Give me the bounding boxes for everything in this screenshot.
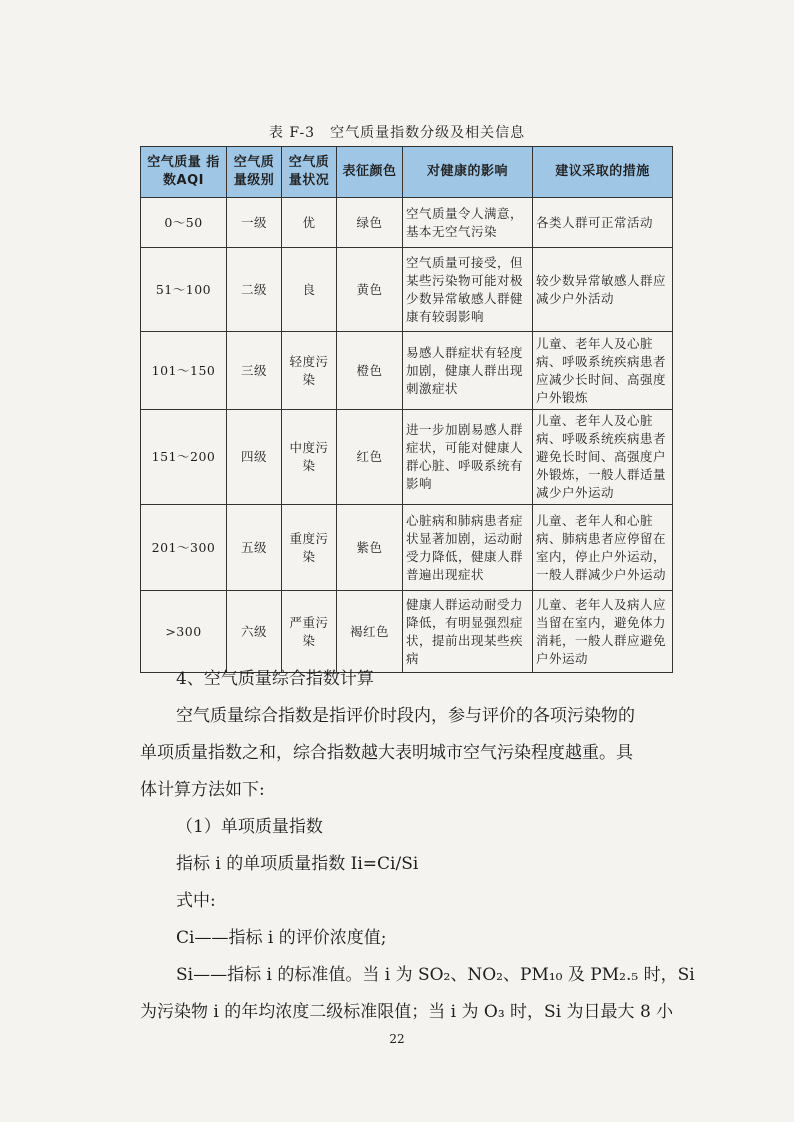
cell-health: 进一步加剧易感人群症状，可能对健康人群心脏、呼吸系统有影响 [403, 410, 533, 505]
cell-advice: 儿童、老年人及病人应当留在室内，避免体力消耗，一般人群应避免户外运动 [533, 591, 673, 673]
header-level: 空气质量级别 [227, 147, 282, 198]
paragraph-line: 体计算方法如下: [140, 780, 265, 800]
cell-level: 三级 [227, 332, 282, 410]
cell-level: 五级 [227, 505, 282, 591]
section-title: 4、空气质量综合指数计算 [176, 669, 374, 689]
cell-aqi: 151～200 [141, 410, 227, 505]
si-definition-cont: 为污染物 i 的年均浓度二级标准限值；当 i 为 O₃ 时，Si 为日最大 8 小 [140, 1002, 674, 1022]
table-row [141, 248, 673, 332]
header-color: 表征颜色 [337, 147, 403, 198]
table-row [141, 198, 673, 248]
cell-advice: 儿童、老年人及心脏病、呼吸系统疾病患者避免长时间、高强度户外锻炼，一般人群适量减少户外运动 [533, 410, 673, 505]
cell-aqi: 0～50 [141, 198, 227, 248]
si-definition: Si——指标 i 的标准值。当 i 为 SO₂、NO₂、PM₁₀ 及 PM₂.₅ 时，Si [176, 965, 695, 985]
cell-status: 轻度污染 [282, 332, 337, 410]
cell-advice: 各类人群可正常活动 [533, 198, 673, 248]
cell-health: 健康人群运动耐受力降低，有明显强烈症状，提前出现某些疾病 [403, 591, 533, 673]
table-row [141, 591, 673, 673]
cell-status: 严重污染 [282, 591, 337, 673]
cell-health: 易感人群症状有轻度加剧，健康人群出现刺激症状 [403, 332, 533, 410]
table-row [141, 410, 673, 505]
cell-advice: 较少数异常敏感人群应减少户外活动 [533, 248, 673, 332]
cell-health: 心脏病和肺病患者症状显著加剧，运动耐受力降低，健康人群普遍出现症状 [403, 505, 533, 591]
table-row [141, 505, 673, 591]
table-row [141, 332, 673, 410]
cell-level: 四级 [227, 410, 282, 505]
where-label: 式中: [176, 891, 216, 911]
page-number: 22 [389, 1032, 405, 1046]
aqi-table [140, 146, 673, 673]
formula-line: 指标 i 的单项质量指数 Ii=Ci/Si [176, 854, 419, 874]
cell-status: 中度污染 [282, 410, 337, 505]
cell-level: 六级 [227, 591, 282, 673]
header-aqi: 空气质量 指数AQI [141, 147, 227, 198]
cell-advice: 儿童、老年人及心脏病、呼吸系统疾病患者应减少长时间、高强度户外锻炼 [533, 332, 673, 410]
cell-color: 褐红色 [337, 591, 403, 673]
cell-color: 绿色 [337, 198, 403, 248]
paragraph-line: 空气质量综合指数是指评价时段内，参与评价的各项污染物的 [176, 706, 635, 726]
header-health: 对健康的影响 [403, 147, 533, 198]
cell-color: 紫色 [337, 505, 403, 591]
cell-aqi: >300 [141, 591, 227, 673]
paragraph-line: 单项质量指数之和，综合指数越大表明城市空气污染程度越重。具 [140, 743, 633, 763]
cell-color: 黄色 [337, 248, 403, 332]
header-advice: 建议采取的措施 [533, 147, 673, 198]
cell-advice: 儿童、老年人和心脏病、肺病患者应停留在室内，停止户外运动，一般人群减少户外运动 [533, 505, 673, 591]
cell-color: 橙色 [337, 332, 403, 410]
cell-health: 空气质量可接受，但某些污染物可能对极少数异常敏感人群健康有较弱影响 [403, 248, 533, 332]
subsection-title: （1）单项质量指数 [176, 817, 323, 837]
cell-aqi: 51～100 [141, 248, 227, 332]
table-header-row [141, 147, 673, 198]
cell-status: 优 [282, 198, 337, 248]
ci-definition: Ci——指标 i 的评价浓度值; [176, 928, 387, 948]
cell-aqi: 101～150 [141, 332, 227, 410]
cell-level: 二级 [227, 248, 282, 332]
header-status: 空气质量状况 [282, 147, 337, 198]
cell-status: 良 [282, 248, 337, 332]
cell-aqi: 201～300 [141, 505, 227, 591]
cell-status: 重度污染 [282, 505, 337, 591]
cell-color: 红色 [337, 410, 403, 505]
cell-level: 一级 [227, 198, 282, 248]
cell-health: 空气质量令人满意，基本无空气污染 [403, 198, 533, 248]
table-caption: 表 F-3 空气质量指数分级及相关信息 [268, 125, 526, 141]
